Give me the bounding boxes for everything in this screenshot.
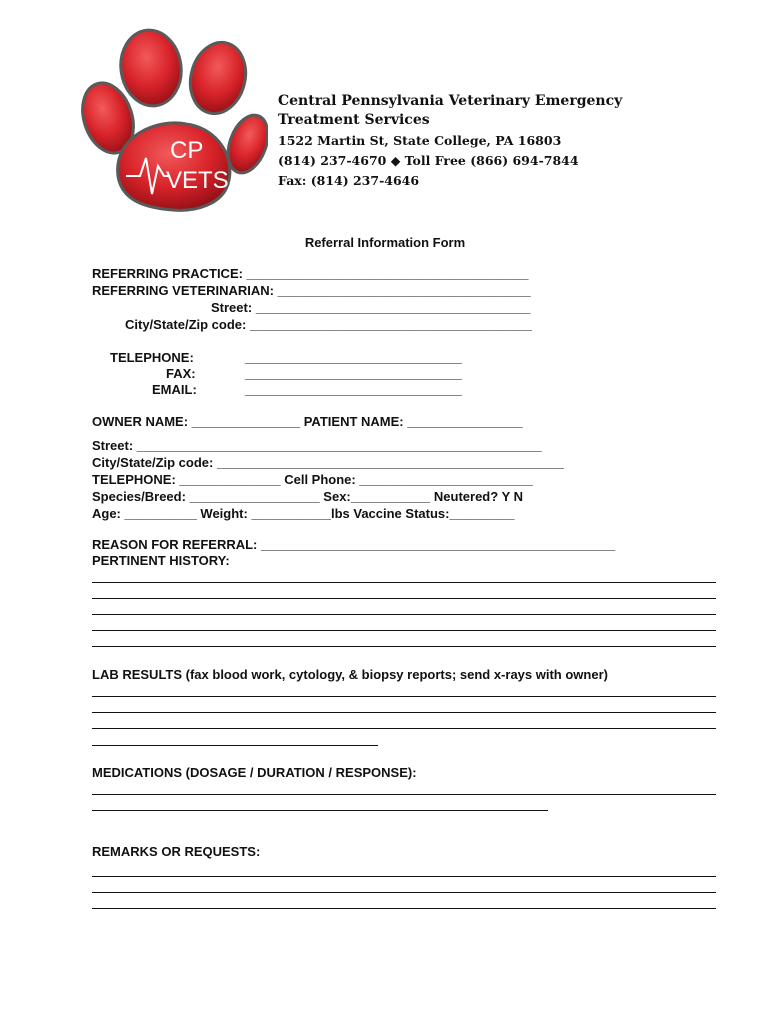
owner-street-field[interactable]: Street: ________________________________________________________ — [92, 438, 542, 453]
clinic-name-line1: Central Pennsylvania Veterinary Emergency — [278, 93, 623, 109]
lab-results-line[interactable] — [92, 712, 716, 713]
telephone-label: TELEPHONE: — [110, 350, 194, 365]
lab-results-line[interactable] — [92, 745, 378, 746]
lab-results-line[interactable] — [92, 728, 716, 729]
practice-street-field[interactable]: Street: ______________________________________ — [211, 300, 531, 315]
clinic-name-line2: Treatment Services — [278, 112, 430, 128]
clinic-address: 1522 Martin St, State College, PA 16803 — [278, 133, 562, 148]
history-line[interactable] — [92, 630, 716, 631]
history-line[interactable] — [92, 614, 716, 615]
remarks-line[interactable] — [92, 892, 716, 893]
history-line[interactable] — [92, 598, 716, 599]
form-title: Referral Information Form — [304, 235, 466, 250]
fax-label: FAX: — [166, 366, 196, 381]
practice-city-field[interactable]: City/State/Zip code: _______________________________________ — [125, 317, 532, 332]
clinic-header — [278, 92, 622, 190]
lab-results-heading: LAB RESULTS (fax blood work, cytology, & biopsy reports; send x-rays with owner) — [92, 667, 608, 682]
owner-city-field[interactable]: City/State/Zip code: ________________________________________________ — [92, 455, 564, 470]
remarks-line[interactable] — [92, 908, 716, 909]
referring-veterinarian-field[interactable]: REFERRING VETERINARIAN: ___________________________________ — [92, 283, 531, 298]
age-weight-field[interactable]: Age: __________ Weight: ___________lbs Vaccine Status:_________ — [92, 506, 515, 521]
history-line[interactable] — [92, 646, 716, 647]
logo-cp-text: CP — [170, 137, 204, 164]
referring-practice-field[interactable]: REFERRING PRACTICE: _______________________________________ — [92, 266, 529, 281]
logo-vets-text: VETS — [166, 167, 229, 194]
medications-line[interactable] — [92, 794, 716, 795]
cpvets-paw-logo — [78, 26, 268, 216]
reason-for-referral-field[interactable]: REASON FOR REFERRAL: _________________________________________________ — [92, 537, 616, 552]
owner-patient-name-field[interactable]: OWNER NAME: _______________ PATIENT NAME: ________________ — [92, 414, 523, 429]
email-field[interactable]: ______________________________ — [245, 382, 462, 397]
medications-heading: MEDICATIONS (DOSAGE / DURATION / RESPONSE): — [92, 765, 417, 780]
medications-line[interactable] — [92, 810, 548, 811]
telephone-field[interactable]: ______________________________ — [245, 350, 462, 365]
clinic-phone: (814) 237-4670 ◆ Toll Free (866) 694-7844 — [278, 153, 579, 168]
pertinent-history-label: PERTINENT HISTORY: — [92, 553, 230, 568]
owner-telephone-field[interactable]: TELEPHONE: ______________ Cell Phone: ________________________ — [92, 472, 533, 487]
lab-results-line[interactable] — [92, 696, 716, 697]
remarks-line[interactable] — [92, 876, 716, 877]
remarks-heading: REMARKS OR REQUESTS: — [92, 844, 261, 859]
clinic-fax: Fax: (814) 237-4646 — [278, 173, 420, 188]
species-breed-field[interactable]: Species/Breed: __________________ Sex:___________ Neutered? Y N — [92, 489, 523, 504]
history-line[interactable] — [92, 582, 716, 583]
fax-field[interactable]: ______________________________ — [245, 366, 462, 381]
email-label: EMAIL: — [152, 382, 197, 397]
